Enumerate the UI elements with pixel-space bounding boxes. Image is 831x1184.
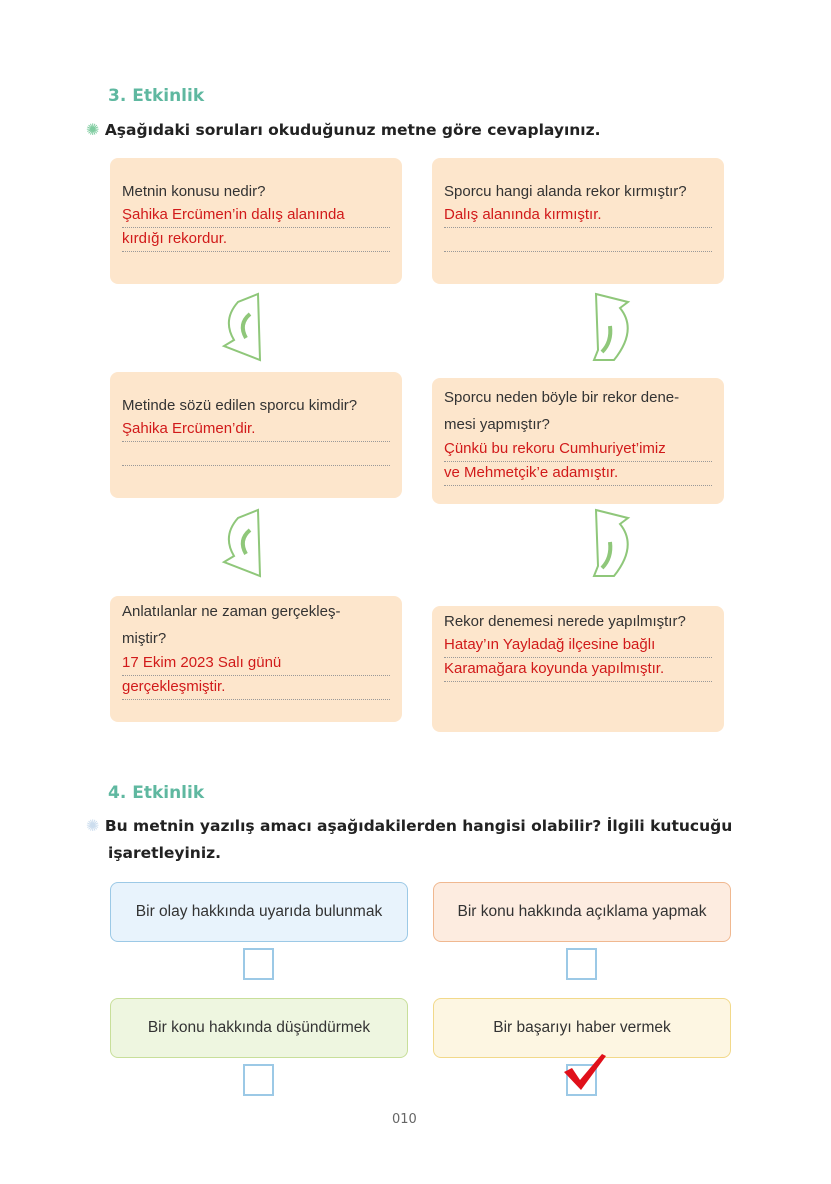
option-checkbox[interactable]: [243, 948, 274, 980]
question-text: Rekor denemesi nerede yapılmıştır?: [444, 613, 686, 630]
question-box: [432, 378, 724, 504]
answer-line[interactable]: Çünkü bu rekoru Cumhuriyet’imiz: [444, 438, 712, 462]
answer-line[interactable]: gerçekleşmiştir.: [122, 676, 390, 700]
star-icon: ✺: [86, 120, 100, 139]
curved-arrow-up-icon: [220, 290, 264, 364]
option-checkbox[interactable]: [566, 948, 597, 980]
option-checkbox[interactable]: [243, 1064, 274, 1096]
question-box: [110, 158, 402, 284]
curved-arrow-down-icon: [592, 506, 636, 580]
answer-line[interactable]: Şahika Ercümen’in dalış alanında: [122, 204, 390, 228]
option-checkbox[interactable]: [566, 1064, 597, 1096]
question-text: miştir?: [122, 630, 167, 647]
option-box: Bir konu hakkında düşündürmek: [110, 998, 408, 1058]
blank-answer-line[interactable]: [122, 442, 390, 466]
answer-line[interactable]: Karamağara koyunda yapılmıştır.: [444, 658, 712, 682]
activity4-instruction: ✺ Bu metnin yazılış amacı aşağıdakilerden hangisi olabilir? İlgili kutucuğu işaretleyiniz.: [86, 816, 733, 862]
question-box: [432, 158, 724, 284]
option-box: Bir konu hakkında açıklama yapmak: [433, 882, 731, 942]
activity4-title: 4. Etkinlik: [108, 783, 205, 803]
option-box: Bir olay hakkında uyarıda bulunmak: [110, 882, 408, 942]
activity3-title: 3. Etkinlik: [108, 86, 205, 106]
option-box: Bir başarıyı haber vermek: [433, 998, 731, 1058]
answer-line[interactable]: Hatay’ın Yayladağ ilçesine bağlı: [444, 634, 712, 658]
question-box: [432, 606, 724, 732]
answer-line[interactable]: Şahika Ercümen’dir.: [122, 418, 390, 442]
page-number: 010: [392, 1112, 417, 1127]
checkmark-icon: [562, 1052, 608, 1092]
answer-line[interactable]: ve Mehmetçik’e adamıştır.: [444, 462, 712, 486]
question-text: Sporcu hangi alanda rekor kırmıştır?: [444, 183, 687, 200]
question-text: Metinde sözü edilen sporcu kimdir?: [122, 397, 358, 414]
question-text: Metnin konusu nedir?: [122, 183, 266, 200]
curved-arrow-up-icon: [220, 506, 264, 580]
answer-line[interactable]: 17 Ekim 2023 Salı günü: [122, 652, 390, 676]
blank-answer-line[interactable]: [444, 228, 712, 252]
question-box: [110, 596, 402, 722]
curved-arrow-down-icon: [592, 290, 636, 364]
activity3-instruction: ✺ Aşağıdaki soruları okuduğunuz metne göre cevaplayınız.: [86, 120, 601, 139]
star-icon: ✺: [86, 816, 100, 835]
question-box: [110, 372, 402, 498]
question-text: mesi yapmıştır?: [444, 416, 550, 433]
answer-line[interactable]: Dalış alanında kırmıştır.: [444, 204, 712, 228]
question-text: Anlatılanlar ne zaman gerçekleş-: [122, 603, 341, 620]
question-text: Sporcu neden böyle bir rekor dene-: [444, 389, 680, 406]
answer-line[interactable]: kırdığı rekordur.: [122, 228, 390, 252]
